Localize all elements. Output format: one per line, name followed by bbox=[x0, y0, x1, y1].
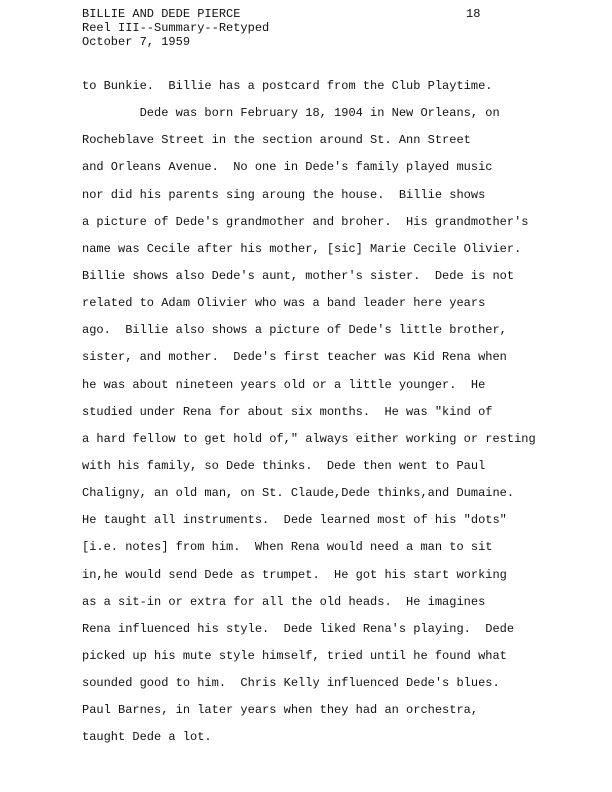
text-line: a hard fellow to get hold of," always either working or resting bbox=[82, 431, 536, 446]
text-line: studied under Rena for about six months. He was "kind of bbox=[82, 404, 493, 419]
document-header bbox=[82, 7, 269, 49]
body-text bbox=[82, 73, 602, 752]
header-reel: Reel III--Summary--Retyped bbox=[82, 21, 270, 35]
text-line: sounded good to him. Chris Kelly influenced Dede's blues. bbox=[82, 676, 500, 691]
text-line: picked up his mute style himself, tried until he found what bbox=[82, 648, 507, 663]
text-line: ago. Billie also shows a picture of Dede's little brother, bbox=[82, 323, 507, 338]
text-line: to Bunkie. Billie has a postcard from the Club Playtime. bbox=[82, 79, 493, 93]
text-line: a picture of Dede's grandmother and broher. His grandmother's bbox=[82, 214, 529, 229]
text-line: Paul Barnes, in later years when they had an orchestra, bbox=[82, 703, 479, 718]
text-line: he was about nineteen years old or a little younger. He bbox=[82, 377, 486, 392]
text-line: Billie shows also Dede's aunt, mother's sister. Dede is not bbox=[82, 268, 515, 283]
text-line: taught Dede a lot. bbox=[82, 730, 212, 745]
text-line: Rena influenced his style. Dede liked Rena's playing. Dede bbox=[82, 621, 515, 636]
text-line: and Orleans Avenue. No one in Dede's family played music bbox=[82, 160, 493, 175]
text-line: nor did his parents sing aroung the house. Billie shows bbox=[82, 187, 486, 202]
text-line: in,he would send Dede as trumpet. He got his start working bbox=[82, 567, 507, 582]
text-line: He taught all instruments. Dede learned most of his "dots" bbox=[82, 513, 507, 528]
text-line: related to Adam Olivier who was a band leader here years bbox=[82, 296, 486, 311]
text-line: as a sit-in or extra for all the old heads. He imagines bbox=[82, 594, 486, 609]
text-line: with his family, so Dede thinks. Dede then went to Paul bbox=[82, 458, 486, 473]
text-line: [i.e. notes] from him. When Rena would need a man to sit bbox=[82, 540, 493, 555]
header-date: October 7, 1959 bbox=[82, 35, 191, 49]
text-line: name was Cecile after his mother, [sic] Marie Cecile Olivier. bbox=[82, 241, 522, 256]
header-title: BILLIE AND DEDE PIERCE bbox=[82, 7, 241, 21]
text-line: Chaligny, an old man, on St. Claude,Dede thinks,and Dumaine. bbox=[82, 486, 515, 501]
text-line: Rocheblave Street in the section around St. Ann Street bbox=[82, 133, 471, 148]
text-line: sister, and mother. Dede's first teacher was Kid Rena when bbox=[82, 350, 507, 365]
page-number: 18 bbox=[466, 7, 481, 21]
text-line: Dede was born February 18, 1904 in New Orleans, on bbox=[82, 106, 500, 121]
